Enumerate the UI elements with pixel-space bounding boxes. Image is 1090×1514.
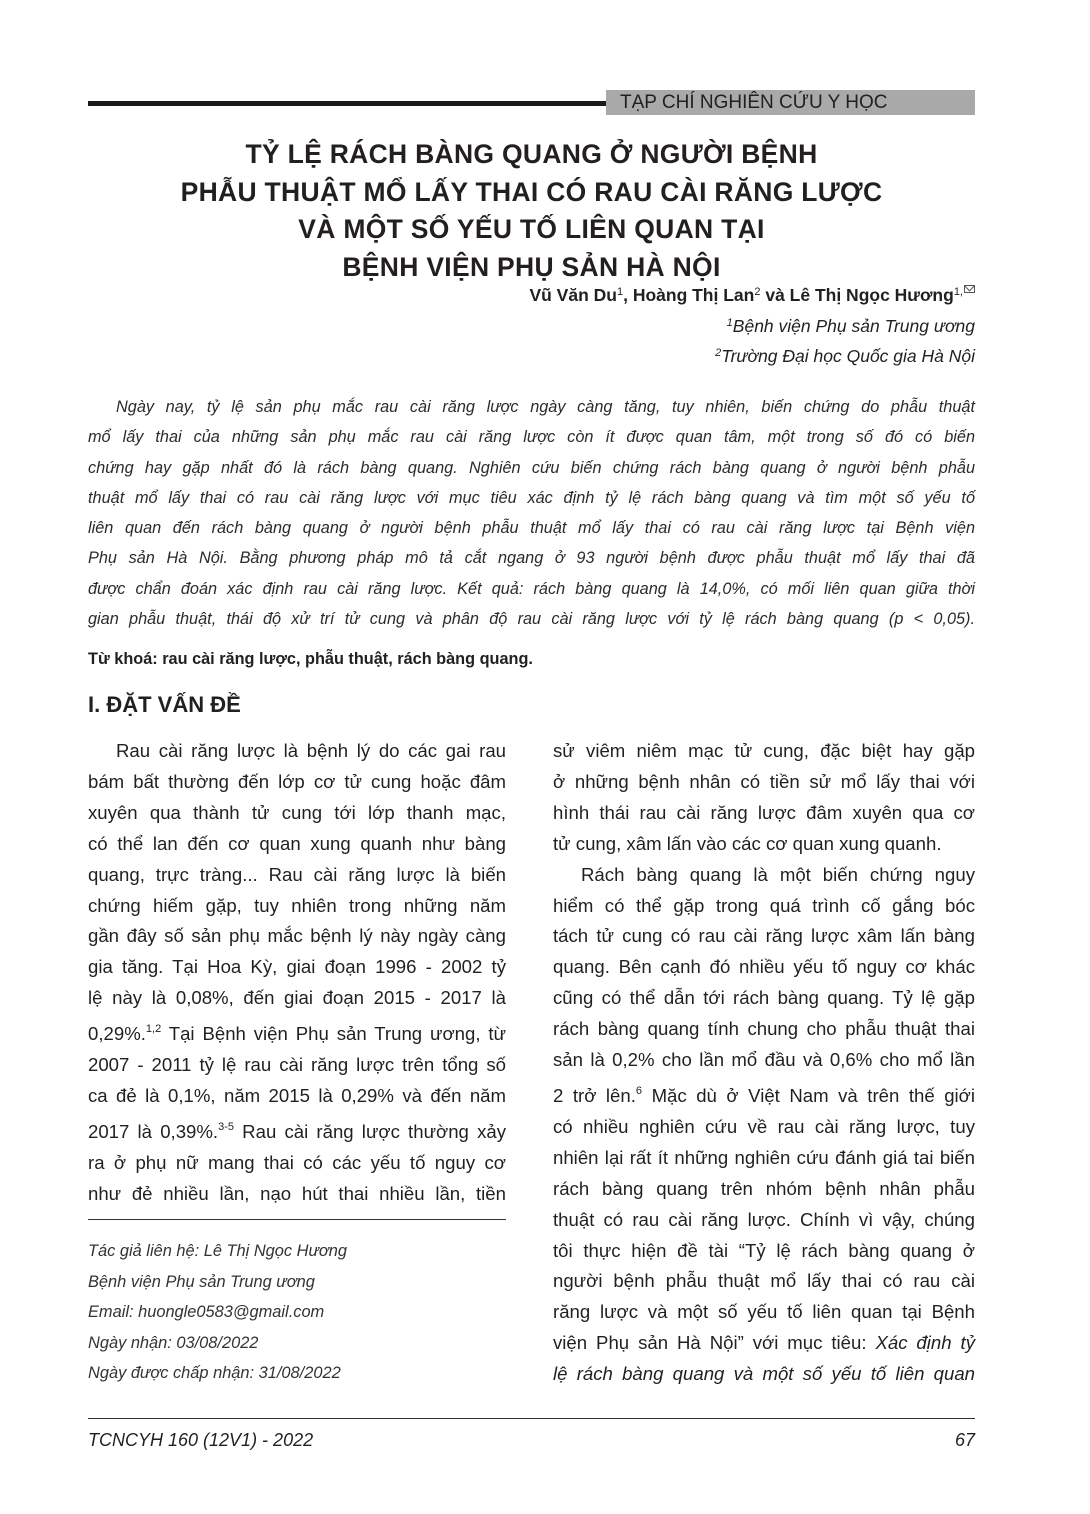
- body-line: ở những bệnh nhân có tiền sử mổ lấy thai với: [553, 770, 975, 792]
- title-line: TỶ LỆ RÁCH BÀNG QUANG Ở NGƯỜI BỆNH: [245, 139, 818, 169]
- body-line: có nhiều nghiên cứu về rau cài răng lược, tuy: [553, 1115, 975, 1137]
- body-line: có thể lan đến cơ quan xung quanh như bàng: [88, 832, 506, 854]
- author-list: [529, 285, 975, 306]
- abstract-line: gian phẫu thuật, thái độ xử trí tử cung và phân độ rau cài răng lược với tỷ lệ rách bàng quang (p < 0,05).: [88, 610, 975, 629]
- body-line: hiểm có thể gặp trong quá trình cố gắng bóc: [553, 894, 975, 916]
- author-affiliation-mark: 2: [754, 286, 761, 298]
- abstract-line: chứng hay gặp nhất đó là rách bàng quang. Nghiên cứu biến chứng rách bàng quang ở người bệnh phẫu: [88, 458, 975, 477]
- correspondence-footnote: [88, 1236, 347, 1389]
- author-affiliation-mark: 1,: [953, 286, 963, 298]
- abstract: [88, 392, 975, 634]
- body-line: lệ này là 0,08%, đến giai đoạn 2015 - 2017 là: [88, 987, 506, 1009]
- body-line: quang, trực tràng... Rau cài răng lược là biến: [88, 863, 506, 885]
- abstract-line: Phụ sản Hà Nội. Bằng phương pháp mô tả cắt ngang ở 93 người bệnh được phẫu thuật mổ lấy thai đã: [88, 549, 975, 568]
- body-line: ca đẻ là 0,1%, năm 2015 là 0,29% và đến năm: [88, 1084, 506, 1106]
- body-column-right: [553, 736, 975, 1390]
- body-line: Rách bàng quang là một biến chứng nguy: [581, 863, 975, 885]
- body-line: sản là 0,2% cho lần mổ đầu và 0,6% cho mổ lần: [553, 1049, 975, 1071]
- article-title: [88, 136, 975, 286]
- author-name: Hoàng Thị Lan: [632, 285, 755, 305]
- citation-ref: 3-5: [218, 1120, 234, 1133]
- body-line: lệ rách bàng quang và một số yếu tố liên quan: [553, 1363, 975, 1385]
- body-line: chứng hiếm gặp, tuy nhiên trong những năm: [88, 894, 506, 916]
- body-line: 0,29%.$^{1,2}$ Tại Bệnh viện Phụ sản Trung ương, từ: [88, 1023, 506, 1045]
- body-line: 2017 là 0,39%.$^{3-5}$ Rau cài răng lược thường xảy: [88, 1120, 507, 1142]
- section-heading: I. ĐẶT VẤN ĐỀ: [88, 692, 241, 717]
- author-affiliation-mark: 1: [616, 286, 624, 298]
- footer-citation: TCNCYH 160 (12V1) - 2022: [88, 1430, 314, 1450]
- author-separator: và: [760, 285, 790, 305]
- body-line: hình thái rau cài răng lược đâm xuyên qua cơ: [553, 801, 975, 823]
- keywords: Từ khoá: rau cài răng lược, phẫu thuật, rách bàng quang.: [88, 650, 533, 668]
- body-line: bám bất thường đến lớp cơ tử cung hoặc đâm: [88, 770, 506, 792]
- body-line: tách tử cung có rau cài răng lược xâm lấn bàng: [553, 925, 975, 947]
- body-line: rách bàng quang trên nhóm bệnh nhân phẫu: [553, 1177, 975, 1199]
- author-name: Vũ Văn Du: [529, 285, 617, 305]
- citation-ref: 6: [635, 1084, 643, 1097]
- body-line: cũng có thể dẫn tới rách bàng quang. Tỷ lệ gặp: [553, 987, 975, 1009]
- title-line: BỆNH VIỆN PHỤ SẢN HÀ NỘI: [342, 251, 721, 282]
- body-line: quang. Bên cạnh đó nhiều yếu tố nguy cơ khác: [553, 956, 975, 978]
- body-line: 2 trở lên.$^6$ Mặc dù ở Việt Nam và trên thế giới: [553, 1084, 976, 1106]
- header-rule: [88, 101, 606, 106]
- page-number: 67: [954, 1430, 975, 1450]
- body-line: sử viêm niêm mạc tử cung, đặc biệt hay gặp: [553, 740, 975, 761]
- body-line: ra ở phụ nữ mang thai có các yếu tố nguy cơ: [88, 1151, 506, 1173]
- corresponding-author-name: Lê Thị Ngọc Hương: [789, 285, 954, 305]
- author-separator: ,: [623, 285, 633, 305]
- body-line: răng lược và một số yếu tố liên quan tại Bệnh: [553, 1301, 975, 1323]
- body-line: Rau cài răng lược là bệnh lý do các gai rau: [116, 740, 506, 761]
- body-line: viện Phụ sản Hà Nội” với mục tiêu: Xác định tỷ: [553, 1332, 975, 1354]
- body-line: như đẻ nhiều lần, nạo hút thai nhiều lần, tiền: [88, 1182, 506, 1204]
- citation-ref: 1,2: [145, 1023, 162, 1036]
- body-line: gia tăng. Tại Hoa Kỳ, giai đoạn 1996 - 2002 tỷ: [88, 956, 506, 978]
- mail-icon: [964, 285, 975, 293]
- footnote-line: Ngày nhận: 03/08/2022: [88, 1333, 259, 1352]
- footnote-line: Ngày được chấp nhận: 31/08/2022: [88, 1364, 341, 1382]
- body-line: 2007 - 2011 tỷ lệ rau cài răng lược trên tổng số: [88, 1054, 506, 1076]
- affiliation-1: $^1$Bệnh viện Phụ sản Trung ương: [726, 316, 975, 336]
- footer-rule: [88, 1418, 975, 1419]
- footnote-divider: [88, 1219, 506, 1220]
- footnote-line: Bệnh viện Phụ sản Trung ương: [88, 1272, 315, 1291]
- body-line: tử cung, xâm lấn vào các cơ quan xung quanh.: [553, 832, 942, 854]
- abstract-line: liên quan đến rách bàng quang ở người bệnh phẫu thuật mổ lấy thai có rau cài răng lược tại Bệnh viện: [88, 519, 975, 538]
- title-line: PHẪU THUẬT MỔ LẤY THAI CÓ RAU CÀI RĂNG LƯỢC: [180, 176, 883, 207]
- body-column-left: [88, 736, 506, 1210]
- body-line: xuyên qua thành tử cung tới lớp thanh mạc,: [88, 801, 506, 823]
- abstract-line: Ngày nay, tỷ lệ sản phụ mắc rau cài răng lược ngày càng tăng, tuy nhiên, biến chứng do phẫu thuật: [116, 398, 975, 416]
- journal-name-band: TẠP CHÍ NGHIÊN CỨU Y HỌC: [606, 90, 975, 115]
- footnote-line: Tác giả liên hệ: Lê Thị Ngọc Hương: [88, 1242, 348, 1260]
- body-line: thuật có rau cài răng lược. Chính vì vậy, chúng: [553, 1208, 975, 1230]
- abstract-line: được chẩn đoán xác định rau cài răng lược. Kết quả: rách bàng quang là 14,0%, có mối liên quan giữa thời: [88, 579, 975, 598]
- body-line: tôi thực hiện đề tài “Tỷ lệ rách bàng quang ở: [553, 1239, 975, 1261]
- body-line: rách bàng quang tính chung cho phẫu thuật thai: [553, 1018, 975, 1040]
- body-line: gần đây số sản phụ mắc bệnh lý này ngày càng: [88, 925, 506, 947]
- body-line: người bệnh phẫu thuật mổ lấy thai có rau cài: [553, 1270, 975, 1292]
- body-line: nhiên lại rất ít những nghiên cứu đánh giá tai biến: [553, 1146, 975, 1168]
- title-line: VÀ MỘT SỐ YẾU TỐ LIÊN QUAN TẠI: [298, 214, 765, 244]
- footnote-email: Email: huongle0583@gmail.com: [88, 1303, 325, 1321]
- abstract-line: mổ lấy thai của những sản phụ mắc rau cài răng lược còn ít được quan tâm, một trong số đó có biến: [88, 428, 975, 447]
- affiliation-2: $^2$Trường Đại học Quốc gia Hà Nội: [715, 346, 975, 366]
- abstract-line: thuật mổ lấy thai có rau cài răng lược với mục tiêu xác định tỷ lệ rách bàng quang và tìm một số yếu tố: [88, 488, 975, 507]
